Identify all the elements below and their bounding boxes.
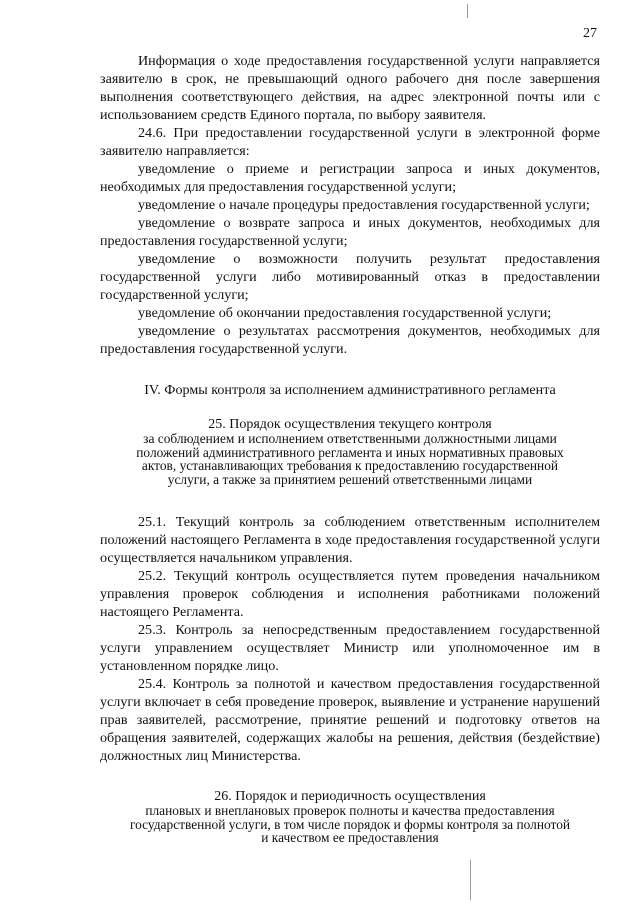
paragraph: 25.4. Контроль за полнотой и качеством предоставления государственной услуги включает в себя проведение проверок, выявление и устранение нарушений прав заявителей, рассмотрение, принятие решений и подготовку ответов на обращения заявителей, содержащих жалобы на решения, действия (бездействие) должностных лиц Министерства.	[100, 676, 600, 764]
subsection-25-heading	[100, 417, 600, 486]
heading-line: положений административного регламента и иных нормативных правовых	[136, 444, 564, 460]
document-body	[100, 52, 600, 872]
heading-line: 25. Порядок осуществления текущего контроля	[208, 417, 492, 432]
heading-line: плановых и внеплановых проверок полноты и качества предоставления	[145, 803, 555, 818]
heading-line: государственной услуги, в том числе порядок и формы контроля за полнотой	[129, 816, 571, 832]
scan-artifact	[470, 860, 471, 900]
paragraph: 24.6. При предоставлении государственной услуги в электронной форме заявителю направляется:	[100, 125, 600, 159]
heading-line: за соблюдением и исполнением ответственными должностными лицами	[143, 431, 557, 446]
paragraph: уведомление о возврате запроса и иных документов, необходимых для предоставления государственной услуги;	[100, 215, 600, 249]
heading-line: актов, устанавливающих требования к предоставлению государственной	[141, 458, 559, 473]
section-heading: IV. Формы контроля за исполнением административного регламента	[144, 382, 556, 398]
paragraph: уведомление о приеме и регистрации запроса и иных документов, необходимых для предоставления государственной услуги;	[100, 161, 600, 195]
paragraph: 25.2. Текущий контроль осуществляется путем проведения начальником управления проверок соблюдения и исполнения работниками положений настоящего Регламента.	[100, 568, 600, 620]
paragraph: уведомление о начале процедуры предоставления государственной услуги;	[138, 197, 590, 213]
scan-artifact	[467, 4, 468, 18]
subsection-26-heading	[100, 789, 600, 845]
paragraph: уведомление о результатах рассмотрения документов, необходимых для предоставления государственной услуги.	[100, 323, 600, 357]
paragraph: 25.3. Контроль за непосредственным предоставлением государственной услуги управлением осуществляет Министр или уполномоченное им в установленном порядке лицо.	[100, 622, 600, 674]
heading-line: и качеством ее предоставления	[261, 830, 439, 845]
paragraph: Информация о ходе предоставления государственной услуги направляется заявителю в срок, не превышающий одного рабочего дня после завершения выполнения соответствующего действия, на адрес электронной почты или с использованием средств Единого портала, по выбору заявителя.	[100, 53, 600, 123]
page-number: 27	[583, 26, 597, 41]
paragraph: уведомление об окончании предоставления государственной услуги;	[138, 305, 552, 321]
paragraph: 25.1. Текущий контроль за соблюдением ответственным исполнителем положений настоящего Регламента в ходе предоставления государственной услуги осуществляется начальником управления.	[100, 514, 600, 566]
heading-line: услуги, а также за принятием решений ответственными лицами	[167, 471, 533, 487]
heading-line: 26. Порядок и периодичность осуществления	[214, 789, 486, 804]
paragraph: уведомление о возможности получить результат предоставления государственной услуги либо мотивированный отказ в предоставлении государственной услуги;	[100, 251, 600, 303]
